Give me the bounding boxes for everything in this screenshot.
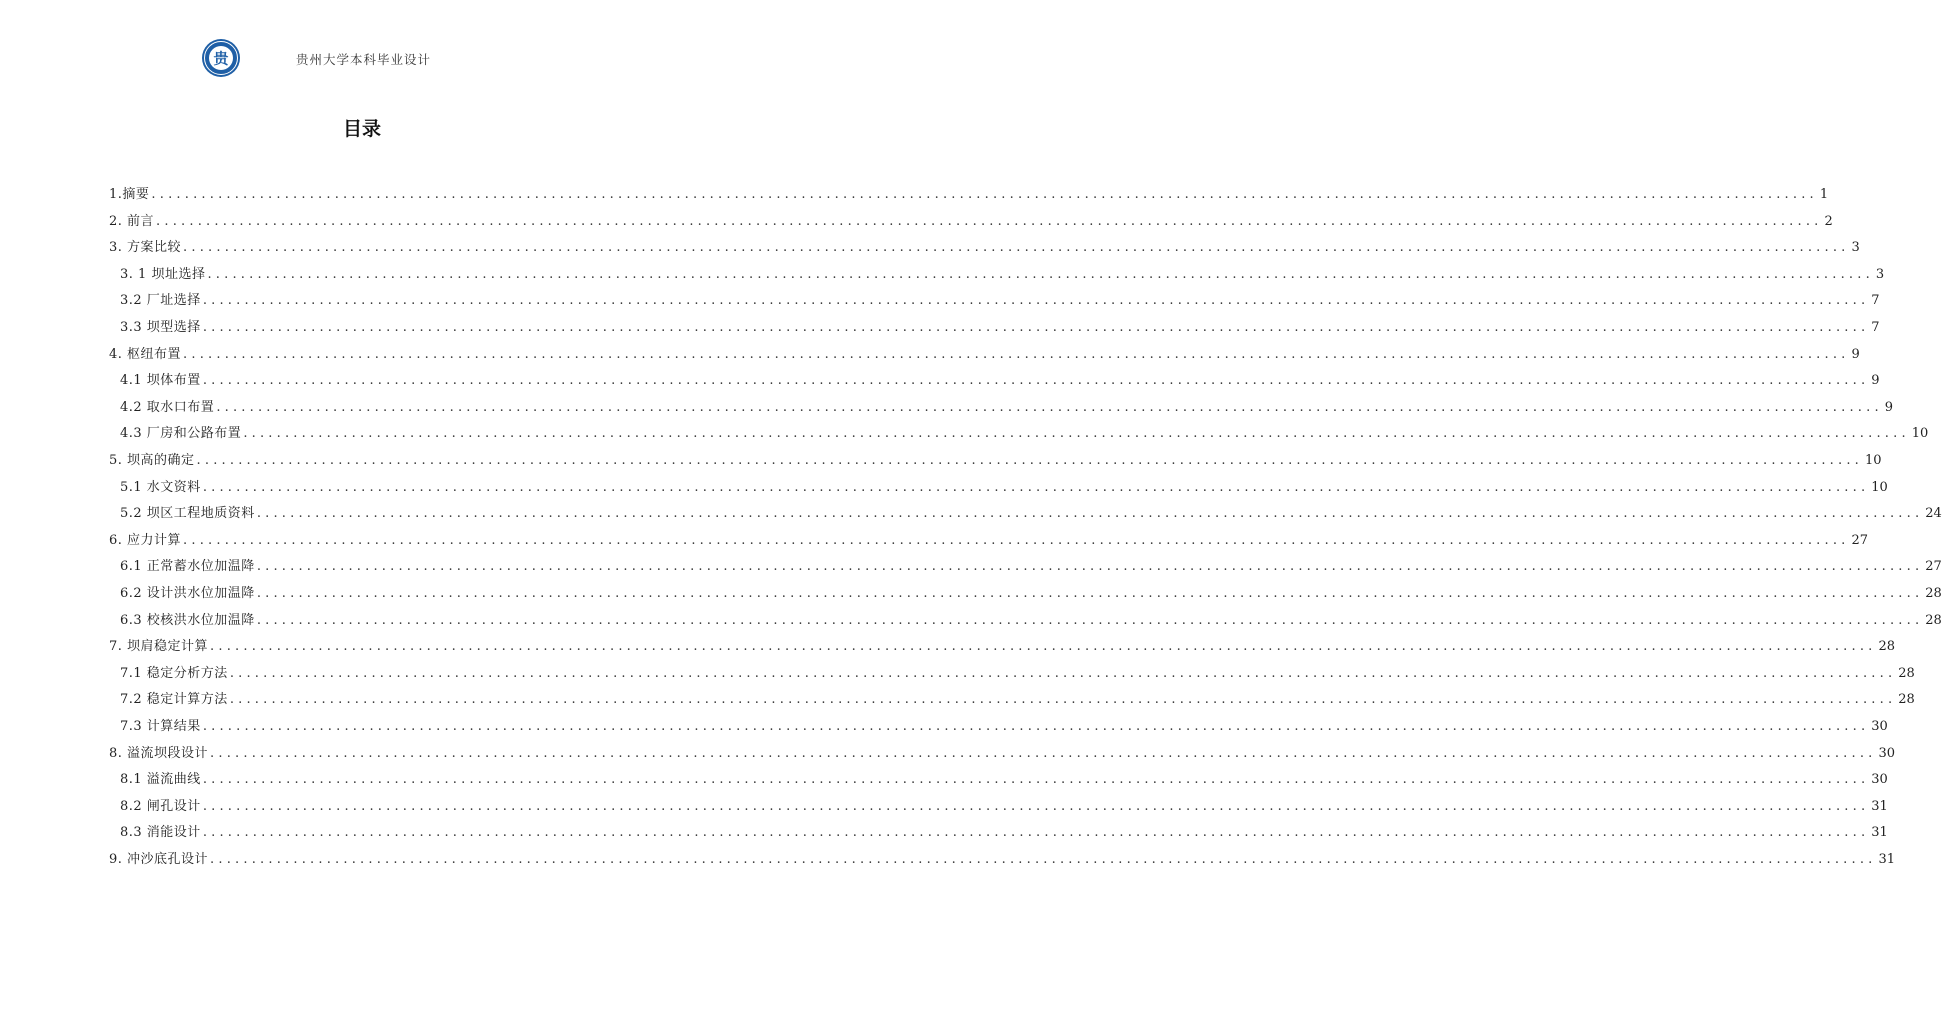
toc-entry-label: 3. 方案比较 <box>109 240 182 255</box>
toc-entry[interactable] <box>120 425 1929 443</box>
toc-entry[interactable] <box>120 479 1888 497</box>
toc-entry-page: 24 <box>1925 506 1942 521</box>
toc-entry[interactable] <box>120 691 1915 709</box>
toc-leader-dots: ........................................................................................................................................................................................................ <box>256 559 1924 574</box>
toc-entry-page: 28 <box>1898 692 1915 707</box>
toc-leader-dots: ........................................................................................................................................................................................................ <box>256 613 1924 628</box>
toc-entry-page: 30 <box>1871 772 1888 787</box>
toc-entry-page: 28 <box>1925 586 1942 601</box>
toc-entry[interactable] <box>109 851 1896 869</box>
toc-entry-label: 2. 前言 <box>109 214 155 229</box>
toc-entry-page: 28 <box>1925 613 1942 628</box>
toc-leader-dots: ........................................................................................................................................................................................................ <box>207 267 1874 282</box>
toc-entry-label: 5.2 坝区工程地质资料 <box>120 506 255 521</box>
toc-entry-page: 28 <box>1878 639 1896 654</box>
toc-leader-dots: ........................................................................................................................................................................................................ <box>202 320 1870 335</box>
toc-leader-dots: ........................................................................................................................................................................................................ <box>151 187 1818 202</box>
toc-entry-label: 4.3 厂房和公路布置 <box>120 426 242 441</box>
toc-leader-dots: ........................................................................................................................................................................................................ <box>156 214 1823 229</box>
toc-entry-label: 8.3 消能设计 <box>120 825 201 840</box>
toc-entry[interactable] <box>120 718 1888 736</box>
toc-leader-dots: ........................................................................................................................................................................................................ <box>202 480 1870 495</box>
toc-entry[interactable] <box>109 213 1833 231</box>
toc-leader-dots: ........................................................................................................................................................................................................ <box>202 293 1870 308</box>
toc-entry-page: 31 <box>1871 825 1888 840</box>
toc-leader-dots: ........................................................................................................................................................................................................ <box>243 426 1910 441</box>
toc-leader-dots: ........................................................................................................................................................................................................ <box>183 347 1850 362</box>
toc-leader-dots: ........................................................................................................................................................................................................ <box>210 639 1877 654</box>
toc-entry-page: 2 <box>1824 214 1833 229</box>
toc-entry[interactable] <box>120 319 1880 337</box>
svg-text:贵: 贵 <box>213 49 229 68</box>
toc-entry[interactable] <box>120 771 1888 789</box>
toc-entry-page: 10 <box>1871 480 1888 495</box>
toc-entry-label: 7.1 稳定分析方法 <box>120 666 228 681</box>
toc-entry[interactable] <box>120 798 1888 816</box>
toc-entry-label: 8.2 闸孔设计 <box>120 799 201 814</box>
toc-entry-label: 8.1 溢流曲线 <box>120 772 201 787</box>
toc-leader-dots: ........................................................................................................................................................................................................ <box>196 453 1864 468</box>
toc-leader-dots: ........................................................................................................................................................................................................ <box>229 666 1897 681</box>
toc-entry-page: 28 <box>1898 666 1915 681</box>
toc-entry-label: 6. 应力计算 <box>109 533 182 548</box>
toc-leader-dots: ........................................................................................................................................................................................................ <box>256 586 1924 601</box>
toc-entry-label: 6.3 校核洪水位加温降 <box>120 613 255 628</box>
toc-entry-label: 6.2 设计洪水位加温降 <box>120 586 255 601</box>
toc-entry[interactable] <box>109 745 1896 763</box>
toc-entry[interactable] <box>120 585 1942 603</box>
toc-leader-dots: ........................................................................................................................................................................................................ <box>210 852 1877 867</box>
toc-entry[interactable] <box>109 346 1860 364</box>
toc-entry-label: 3.2 厂址选择 <box>120 293 201 308</box>
toc-leader-dots: ........................................................................................................................................................................................................ <box>183 533 1850 548</box>
toc-entry-label: 3. 1 坝址选择 <box>120 267 206 282</box>
header-title: 贵州大学本科毕业设计 <box>296 52 432 67</box>
toc-leader-dots: ........................................................................................................................................................................................................ <box>202 825 1870 840</box>
toc-entry-label: 8. 溢流坝段设计 <box>109 746 209 761</box>
toc-entry[interactable] <box>109 186 1829 204</box>
toc-leader-dots: ........................................................................................................................................................................................................ <box>183 240 1850 255</box>
toc-entry[interactable] <box>120 558 1942 576</box>
toc-leader-dots: ........................................................................................................................................................................................................ <box>202 719 1870 734</box>
toc-entry-label: 4.1 坝体布置 <box>120 373 201 388</box>
toc-entry-page: 9 <box>1884 400 1894 415</box>
toc-entry-page: 30 <box>1871 719 1888 734</box>
toc-entry-page: 1 <box>1819 187 1829 202</box>
toc-entry-page: 30 <box>1878 746 1896 761</box>
toc-entry[interactable] <box>120 266 1885 284</box>
toc-entry[interactable] <box>120 665 1915 683</box>
toc-leader-dots: ........................................................................................................................................................................................................ <box>256 506 1924 521</box>
toc-entry[interactable] <box>120 505 1942 523</box>
toc-entry[interactable] <box>120 372 1880 390</box>
toc-entry-label: 7. 坝肩稳定计算 <box>109 639 209 654</box>
toc-entry[interactable] <box>109 239 1860 257</box>
toc-leader-dots: ........................................................................................................................................................................................................ <box>210 746 1877 761</box>
toc-leader-dots: ........................................................................................................................................................................................................ <box>216 400 1883 415</box>
toc-entry-page: 3 <box>1851 240 1860 255</box>
toc-entry-label: 6.1 正常蓄水位加温降 <box>120 559 255 574</box>
page-header <box>0 34 724 84</box>
toc-entry-page: 27 <box>1925 559 1942 574</box>
toc-entry[interactable] <box>109 638 1896 656</box>
toc-entry-page: 10 <box>1865 453 1882 468</box>
university-logo <box>201 38 241 78</box>
toc-entry-page: 3 <box>1875 267 1885 282</box>
toc-entry-label: 4. 枢纽布置 <box>109 347 182 362</box>
toc-entry-label: 7.3 计算结果 <box>120 719 201 734</box>
toc-entry-label: 3.3 坝型选择 <box>120 320 201 335</box>
toc-entry-label: 7.2 稳定计算方法 <box>120 692 228 707</box>
toc-entry-label: 9. 冲沙底孔设计 <box>109 852 209 867</box>
toc-leader-dots: ........................................................................................................................................................................................................ <box>202 772 1870 787</box>
toc-leader-dots: ........................................................................................................................................................................................................ <box>202 373 1870 388</box>
toc-entry-page: 7 <box>1871 293 1880 308</box>
toc-entry-page: 7 <box>1871 320 1880 335</box>
toc-entry[interactable] <box>120 399 1894 417</box>
toc-entry-label: 4.2 取水口布置 <box>120 400 215 415</box>
toc-entry[interactable] <box>120 292 1880 310</box>
toc-entry[interactable] <box>109 452 1882 470</box>
toc-entry-page: 9 <box>1871 373 1880 388</box>
toc-entry-page: 9 <box>1851 347 1860 362</box>
toc-leader-dots: ........................................................................................................................................................................................................ <box>202 799 1870 814</box>
toc-entry-page: 27 <box>1851 533 1869 548</box>
page-title: 目录 <box>342 118 381 140</box>
toc-entry[interactable] <box>109 532 1869 550</box>
toc-entry-label: 5. 坝高的确定 <box>109 453 195 468</box>
toc-entry-label: 1.摘要 <box>109 187 150 202</box>
toc-entry-page: 31 <box>1871 799 1888 814</box>
toc-entry[interactable] <box>120 612 1942 630</box>
toc-entry-label: 5.1 水文资料 <box>120 480 201 495</box>
toc-entry[interactable] <box>120 824 1888 842</box>
toc-leader-dots: ........................................................................................................................................................................................................ <box>229 692 1897 707</box>
toc-entry-page: 10 <box>1911 426 1929 441</box>
toc-entry-page: 31 <box>1878 852 1896 867</box>
